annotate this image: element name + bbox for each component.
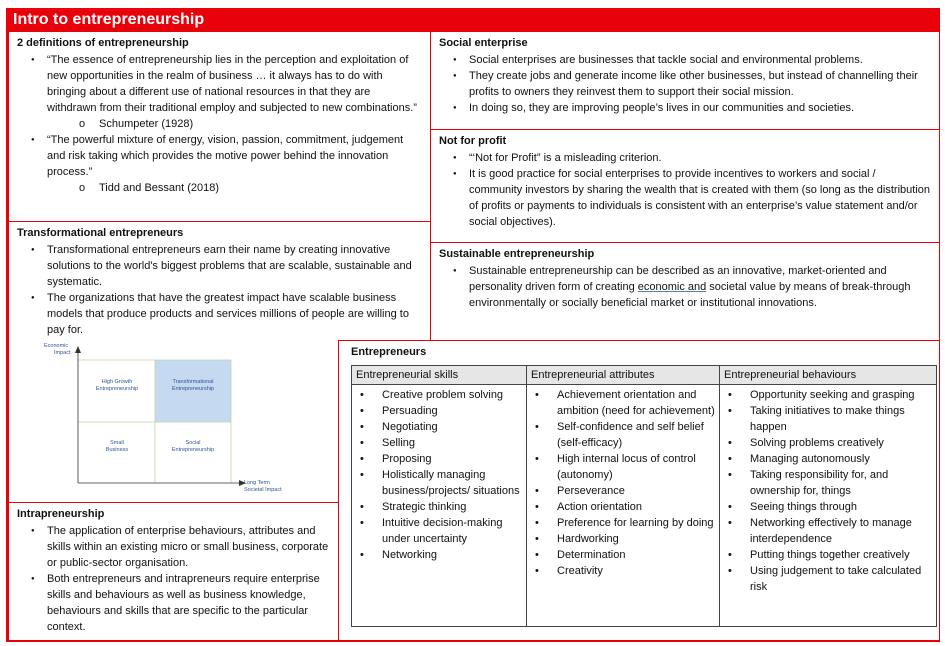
- attributes-cell: [527, 385, 720, 627]
- definition-citation: o Tidd and Bessant (2018): [17, 180, 422, 196]
- transformational-heading: Transformational entrepreneurs: [17, 227, 184, 239]
- x-axis-label: [244, 480, 282, 494]
- skill-item: • Intuitive decision-making under uncertainty: [352, 515, 526, 547]
- transformational-list: [17, 242, 422, 338]
- table-row: [352, 385, 937, 627]
- skill-item: • Selling: [352, 435, 526, 451]
- quadrant-label-line: Transformational: [172, 379, 214, 385]
- sustainable-text: societal value by means of break-through environmentally or socially beneficial market or institutional innovations.: [469, 281, 911, 309]
- social-enterprise-item: ● In doing so, they are improving people’s lives in our communities and societies.: [439, 100, 931, 116]
- attribute-item: • High internal locus of control (autonomy): [527, 451, 719, 483]
- attribute-item: • Self-confidence and self belief (self-efficacy): [527, 419, 719, 451]
- intrapreneurship-item: ● The application of enterprise behaviours, attributes and skills within an existing micro or small business, corporate or public-sector organisation.: [17, 523, 330, 571]
- behaviour-item: • Opportunity seeking and grasping: [720, 387, 936, 403]
- social-enterprise-item: ● Social enterprises are businesses that tackle social and environmental problems.: [439, 52, 931, 68]
- not-for-profit-item: ● It is good practice for social enterprises to provide incentives to workers and social / community investors by sharing the wealth that is created with them (so long as the distribution of profits or payments to individuals is consistent with an enterprise’s value statement and/or social objectives).: [439, 166, 931, 230]
- skill-item: • Persuading: [352, 403, 526, 419]
- attribute-item: • Action orientation: [527, 499, 719, 515]
- social-enterprise-list: [439, 52, 931, 116]
- not-for-profit-heading: Not for profit: [439, 135, 507, 147]
- intrapreneurship-item: ● Both entrepreneurs and intrapreneurs require enterprise skills and behaviours as well as business knowledge, behaviours and skills that are specific to the particular context.: [17, 571, 330, 635]
- sustainable-box: [430, 242, 940, 341]
- quadrant-high-growth: [82, 379, 152, 393]
- behaviour-item: • Seeing things through: [720, 499, 936, 515]
- social-enterprise-item: ● They create jobs and generate income like other businesses, but instead of channelling their profits to owners they reinvest them to support their social mission.: [439, 68, 931, 100]
- social-enterprise-heading: Social enterprise: [439, 37, 528, 49]
- skill-item: • Negotiating: [352, 419, 526, 435]
- entrepreneurs-heading: Entrepreneurs: [351, 346, 427, 358]
- y-axis-label-line: Impact: [54, 350, 71, 356]
- definitions-list: [17, 52, 422, 196]
- behaviour-item: • Networking effectively to manage interdependence: [720, 515, 936, 547]
- sustainable-heading: Sustainable entrepreneurship: [439, 248, 595, 260]
- intrapreneurship-box: [8, 502, 339, 641]
- transformational-item: ● The organizations that have the greatest impact have scalable business models that produce products and services millions of people are willing to pay for.: [17, 290, 422, 338]
- transformational-item: ● Transformational entrepreneurs earn their name by creating innovative solutions to the world's biggest problems that are scalable, sustainable and systematic.: [17, 242, 422, 290]
- sustainable-underlined-text: economic and: [637, 281, 707, 293]
- social-enterprise-box: [430, 31, 940, 130]
- impact-matrix-grid: [44, 343, 294, 495]
- behaviour-item: • Taking responsibility for, and ownership for, things: [720, 467, 936, 499]
- not-for-profit-item: ● “‘Not for Profit” is a misleading criterion.: [439, 150, 931, 166]
- behaviour-item: • Putting things together creatively: [720, 547, 936, 563]
- attributes-list: [527, 387, 719, 579]
- quadrant-label-line: High Growth: [101, 379, 133, 385]
- quadrant-label-line: Entrepreneurship: [95, 386, 139, 392]
- skill-item: • Networking: [352, 547, 526, 563]
- definition-quote: “The powerful mixture of energy, vision, passion, commitment, judgement and risk taking which provides the motive power behind the innovation process.”: [47, 134, 404, 178]
- quadrant-label-line: Entrepreneurship: [171, 447, 215, 453]
- y-axis-label-line: Economic: [44, 343, 69, 349]
- quadrant-label-line: Social: [185, 440, 201, 446]
- skill-item: • Proposing: [352, 451, 526, 467]
- skills-cell: [352, 385, 527, 627]
- skills-list: [352, 387, 526, 563]
- attribute-item: • Perseverance: [527, 483, 719, 499]
- definitions-heading: 2 definitions of entrepreneurship: [17, 37, 189, 49]
- column-header: Entrepreneurial behaviours: [720, 366, 937, 385]
- x-axis-label-line: Long Term: [244, 480, 270, 486]
- table-header-row: [352, 366, 937, 385]
- skill-item: • Holistically managing business/projects/ situations: [352, 467, 526, 499]
- y-axis-label: [44, 343, 71, 357]
- attribute-item: • Creativity: [527, 563, 719, 579]
- quadrant-small-business: [82, 440, 152, 454]
- definition-citation: o Schumpeter (1928): [17, 116, 422, 132]
- skill-item: • Strategic thinking: [352, 499, 526, 515]
- definition-quote: “The essence of entrepreneurship lies in the perception and exploitation of new opportunities in the realm of business … it always has to do with bringing about a different use of national resources in that they are withdrawn from their traditional employ and subjected to new combinations.”: [47, 54, 417, 114]
- sustainable-list: [439, 263, 931, 311]
- quadrant-label-line: Business: [105, 447, 129, 453]
- sustainable-item: [439, 263, 931, 311]
- entrepreneurs-box: [338, 340, 940, 641]
- behaviours-list: [720, 387, 936, 595]
- entrepreneurs-table: [351, 365, 937, 627]
- not-for-profit-list: [439, 150, 931, 230]
- quadrant-label-line: Entrepreneurship: [171, 386, 215, 392]
- y-axis-arrow: [75, 346, 81, 353]
- quadrant-label-line: Small: [110, 440, 124, 446]
- intrapreneurship-list: [17, 523, 330, 635]
- behaviour-item: • Using judgement to take calculated risk: [720, 563, 936, 595]
- impact-matrix: [44, 343, 294, 495]
- quadrant-transformational: [157, 379, 229, 393]
- attribute-item: • Achievement orientation and ambition (need for achievement): [527, 387, 719, 419]
- column-header: Entrepreneurial attributes: [527, 366, 720, 385]
- attribute-item: • Preference for learning by doing: [527, 515, 719, 531]
- behaviour-item: • Taking initiatives to make things happen: [720, 403, 936, 435]
- skill-item: • Creative problem solving: [352, 387, 526, 403]
- column-header: Entrepreneurial skills: [352, 366, 527, 385]
- behaviours-cell: [720, 385, 937, 627]
- attribute-item: • Determination: [527, 547, 719, 563]
- definition-item: [17, 132, 422, 196]
- not-for-profit-box: [430, 129, 940, 243]
- behaviour-item: • Solving problems creatively: [720, 435, 936, 451]
- sustainable-text: Sustainable entrepreneurship can be described as an innovative, market-oriented and personality driven form of creating: [469, 265, 887, 293]
- attribute-item: • Hardworking: [527, 531, 719, 547]
- definition-item: [17, 52, 422, 132]
- definitions-box: [8, 31, 431, 222]
- quadrant-social: [157, 440, 229, 454]
- page-title: Intro to entrepreneurship: [8, 9, 938, 31]
- behaviour-item: • Managing autonomously: [720, 451, 936, 467]
- x-axis-label-line: Societal Impact: [244, 487, 282, 493]
- intrapreneurship-heading: Intrapreneurship: [17, 508, 105, 520]
